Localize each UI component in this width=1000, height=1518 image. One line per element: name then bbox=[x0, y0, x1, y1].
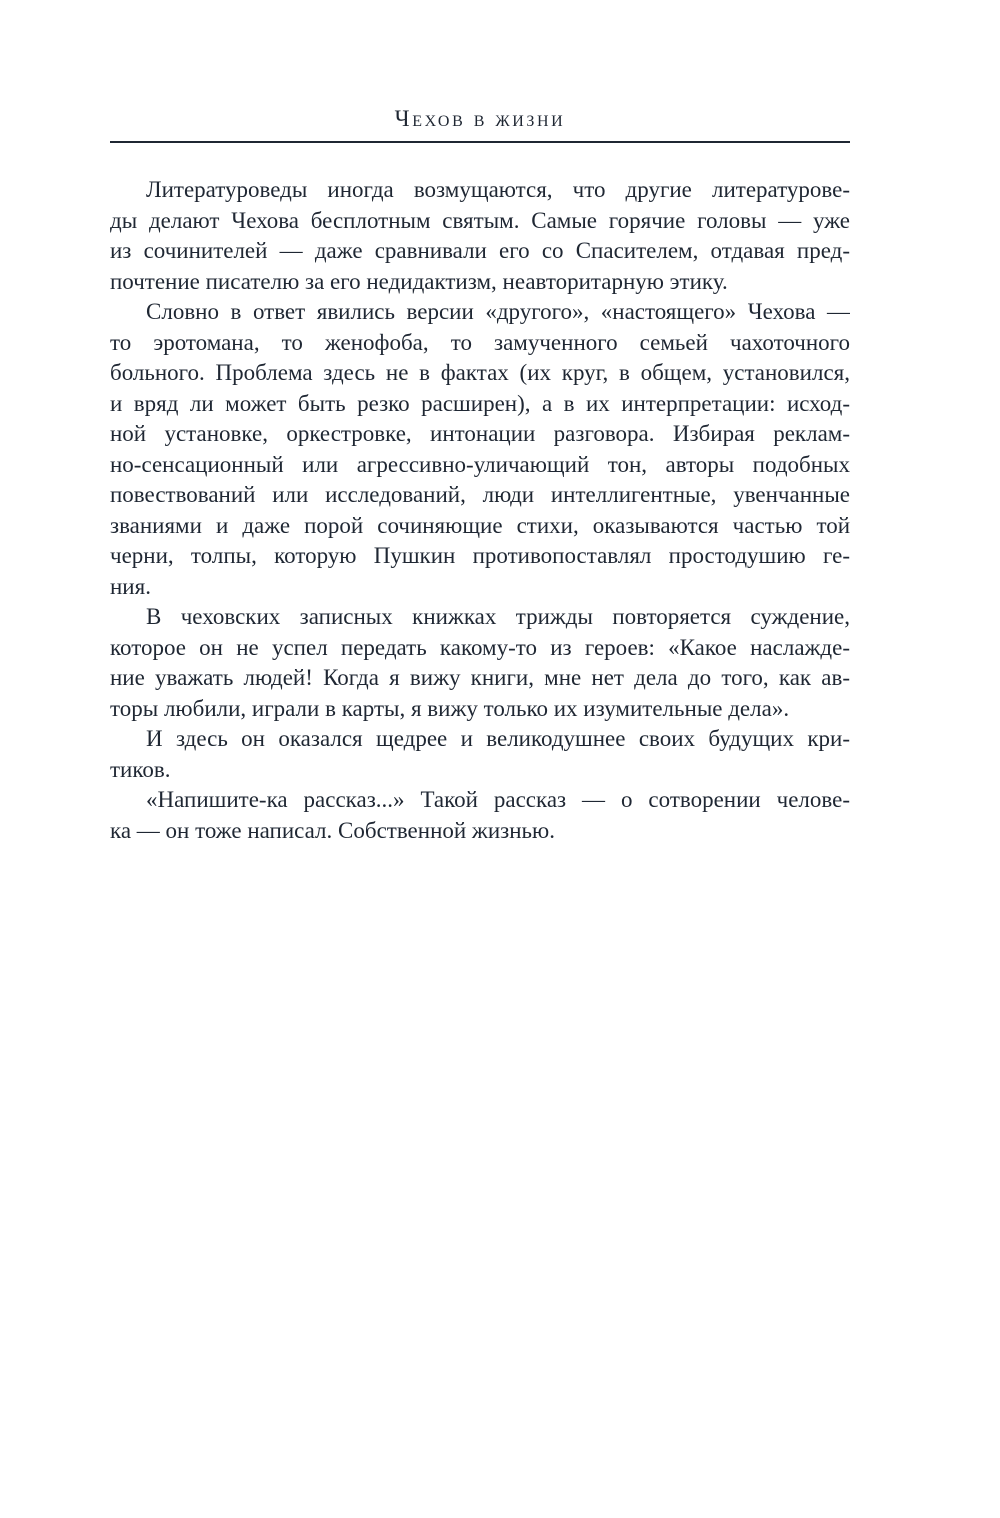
book-page bbox=[110, 0, 850, 1518]
body-text bbox=[110, 175, 850, 846]
text-line: ка — он тоже написал. Собственной жизнью. bbox=[110, 817, 555, 843]
text-line: ной установке, оркестровке, интонации разговора. Избирая реклам- bbox=[110, 421, 850, 446]
text-line: тиков. bbox=[110, 756, 171, 782]
text-line: званиями и даже порой сочиняющие стихи, оказываются частью той bbox=[110, 512, 850, 538]
paragraph bbox=[110, 724, 850, 785]
text-line: Словно в ответ явились версии «другого», «настоящего» Чехова — bbox=[146, 299, 850, 324]
text-line: ние уважать людей! Когда я вижу книги, мне нет дела до того, как ав- bbox=[110, 665, 850, 690]
text-line: черни, толпы, которую Пушкин противопоставлял простодушию ге- bbox=[110, 543, 850, 568]
text-line: И здесь он оказался щедрее и великодушнее своих будущих кри- bbox=[146, 726, 850, 751]
text-line: ния. bbox=[110, 573, 151, 599]
text-line: которое он не успел передать какому-то из героев: «Какое наслажде- bbox=[110, 634, 850, 660]
text-line: ды делают Чехова бесплотным святым. Самые горячие головы — уже bbox=[110, 207, 850, 233]
text-line: Литературоведы иногда возмущаются, что другие литературове- bbox=[146, 177, 850, 202]
text-line: «Напишите-ка рассказ...» Такой рассказ — о сотворении челове- bbox=[146, 787, 850, 812]
text-line: В чеховских записных книжках трижды повторяется суждение, bbox=[146, 604, 850, 629]
text-line: больного. Проблема здесь не в фактах (их круг, в общем, установился, bbox=[110, 360, 850, 385]
text-line: торы любили, играли в карты, я вижу только их изумительные дела». bbox=[110, 695, 790, 721]
header-rule bbox=[110, 141, 850, 143]
running-title: Чехов в жизни bbox=[394, 106, 566, 131]
text-line: почтение писателю за его недидактизм, неавторитарную этику. bbox=[110, 268, 728, 294]
text-line: и вряд ли может быть резко расширен), а в их интерпретации: исход- bbox=[110, 390, 850, 416]
paragraph bbox=[110, 785, 850, 846]
text-line: то эротомана, то женофоба, то замученного семьей чахоточного bbox=[110, 329, 850, 355]
paragraph bbox=[110, 297, 850, 602]
paragraph bbox=[110, 602, 850, 724]
text-line: повествований или исследований, люди интеллигентные, увенчанные bbox=[110, 482, 850, 507]
text-line: но-сенсационный или агрессивно-уличающий тон, авторы подобных bbox=[110, 451, 850, 477]
text-line: из сочинителей — даже сравнивали его со Спасителем, отдавая пред- bbox=[110, 238, 850, 263]
paragraph bbox=[110, 175, 850, 297]
